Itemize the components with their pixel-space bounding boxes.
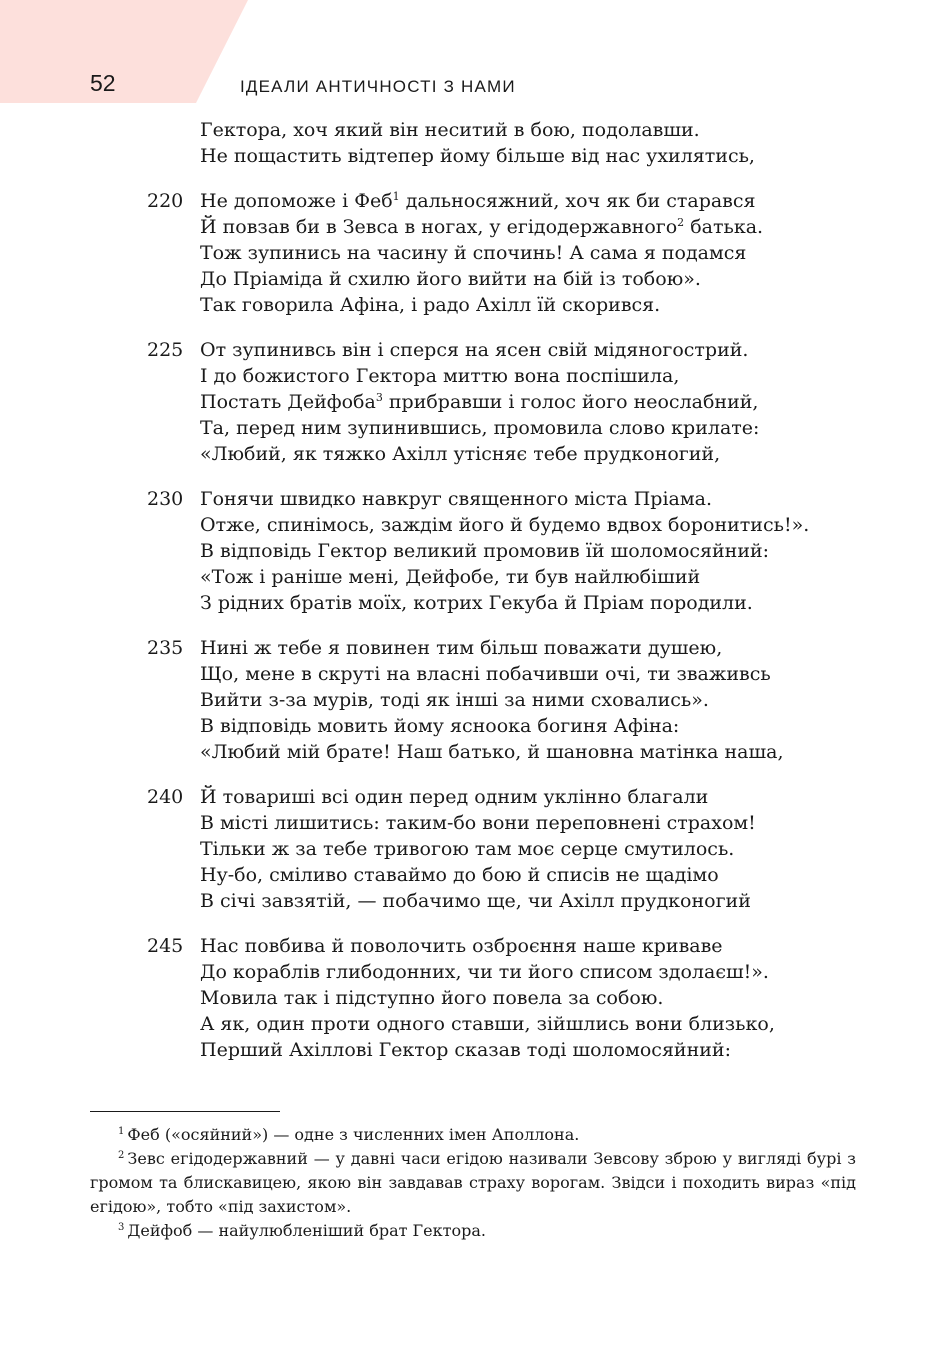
verse-line	[0, 687, 941, 713]
verse-text: Що, мене в скруті на власні побачивши очі, ти зваживсь	[200, 663, 771, 685]
verse-text: От зупинивсь він і сперся на ясен свій мідяногострий.	[200, 339, 749, 361]
stanza	[0, 933, 941, 1063]
footnote-mark: 3	[118, 1222, 125, 1233]
footnote-ref: 1	[392, 190, 400, 203]
verse-text: В місті лишитись: таким-бо вони переповнені страхом!	[200, 812, 756, 834]
verse-line	[0, 564, 941, 590]
verse-text: Отже, спинімось, заждім його й будемо вдвох боронитись!».	[200, 514, 810, 536]
footnote	[90, 1123, 856, 1147]
verse-text: «Любий мій брате! Наш батько, й шановна матінка наша,	[200, 741, 784, 763]
verse-text: В відповідь мовить йому ясноока богиня Афіна:	[200, 715, 680, 737]
footnote-text: Феб («осяйний») — одне з численних імен Аполлона.	[127, 1125, 580, 1144]
verse-line	[0, 836, 941, 862]
verse-line	[0, 292, 941, 318]
page-number: 52	[90, 70, 116, 96]
verse-line	[0, 888, 941, 914]
verse-line	[0, 240, 941, 266]
verse-text: До кораблів глибодонних, чи ти його списом здолаєш!».	[200, 961, 769, 983]
verse-line	[0, 784, 941, 810]
verse-text: «Любий, як тяжко Ахілл утісняє тебе прудконогий,	[200, 443, 721, 465]
verse-line	[0, 389, 941, 415]
verse-line	[0, 713, 941, 739]
verse-line	[0, 512, 941, 538]
verse-line	[0, 486, 941, 512]
verse-text: Мовила так і підступно його повела за собою.	[200, 987, 664, 1009]
verse-text: Не пощастить відтепер йому більше від нас ухилятись,	[200, 145, 755, 167]
footnote-text: Дейфоб — найулюбленіший брат Гектора.	[127, 1221, 486, 1240]
verse-line	[0, 214, 941, 240]
stanza	[0, 784, 941, 914]
line-number: 230	[147, 488, 184, 510]
poem-body	[0, 117, 941, 1082]
verse-line	[0, 959, 941, 985]
verse-line	[0, 117, 941, 143]
verse-line	[0, 810, 941, 836]
verse-text: В відповідь Гектор великий промовив їй шоломосяйний:	[200, 540, 770, 562]
verse-line	[0, 1011, 941, 1037]
verse-text: До Пріаміда й схилю його вийти на бій із тобою».	[200, 268, 701, 290]
verse-line	[0, 985, 941, 1011]
verse-text: А як, один проти одного ставши, зійшлись вони близько,	[200, 1013, 775, 1035]
footnote-mark: 2	[118, 1150, 125, 1161]
verse-text: Гонячи швидко навкруг священного міста Пріама.	[200, 488, 712, 510]
line-number: 245	[147, 935, 184, 957]
verse-line	[0, 266, 941, 292]
footnote-separator	[90, 1111, 280, 1112]
verse-text: Нас повбива й поволочить озброєння наше криваве	[200, 935, 723, 957]
verse-text: Нині ж тебе я повинен тим більш поважати душею,	[200, 637, 723, 659]
footnote-text: Зевс егідодержавний — у давні часи егідою називали Зевсову зброю у вигляді бурі з громом та блискавицею, якою він завдавав страху ворогам. Звідси і походить вираз «під егідою», тобто «під захистом».	[90, 1149, 856, 1216]
stanza	[0, 188, 941, 318]
verse-text: Не допоможе і Феб$^1$ дальносяжний, хоч як би старався	[200, 190, 756, 212]
header-accent-shape	[0, 0, 248, 103]
verse-text: Так говорила Афіна, і радо Ахілл їй скорився.	[200, 294, 661, 316]
verse-text: І до божистого Гектора миттю вона поспішила,	[200, 365, 680, 387]
verse-text: «Тож і раніше мені, Дейфобе, ти був найлюбіший	[200, 566, 701, 588]
verse-line	[0, 415, 941, 441]
footnote-ref: 3	[375, 391, 383, 404]
verse-text: Тож зупинись на часину й спочинь! А сама я подамся	[200, 242, 747, 264]
verse-line	[0, 661, 941, 687]
verse-line	[0, 635, 941, 661]
stanza	[0, 337, 941, 467]
verse-line	[0, 441, 941, 467]
line-number: 220	[147, 190, 184, 212]
verse-text: Й повзав би в Зевса в ногах, у егідодержавного$^2$ батька.	[200, 216, 764, 238]
verse-text: Й товариші всі один перед одним уклінно благали	[200, 786, 709, 808]
verse-text: В січі завзятій, — побачимо ще, чи Ахілл прудконогий	[200, 890, 751, 912]
verse-text: З рідних братів моїх, котрих Гекуба й Пріам породили.	[200, 592, 753, 614]
footnote-mark: 1	[118, 1126, 125, 1137]
verse-text: Гектора, хоч який він неситий в бою, подолавши.	[200, 119, 700, 141]
verse-line	[0, 933, 941, 959]
verse-line	[0, 143, 941, 169]
stanza	[0, 117, 941, 169]
line-number: 240	[147, 786, 184, 808]
footnote-ref: 2	[677, 216, 685, 229]
verse-line	[0, 188, 941, 214]
footnotes	[90, 1123, 856, 1243]
verse-text: Постать Дейфоба$^3$ прибравши і голос його неослабний,	[200, 391, 759, 413]
stanza	[0, 486, 941, 616]
verse-line	[0, 862, 941, 888]
verse-text: Вийти з-за мурів, тоді як інші за ними сховались».	[200, 689, 709, 711]
line-number: 235	[147, 637, 184, 659]
verse-text: Та, перед ним зупинившись, промовила слово крилате:	[200, 417, 760, 439]
verse-line	[0, 590, 941, 616]
verse-line	[0, 538, 941, 564]
verse-line	[0, 337, 941, 363]
verse-text: Ну-бо, сміливо ставаймо до бою й списів не щадімо	[200, 864, 719, 886]
footnote	[90, 1147, 856, 1219]
verse-text: Перший Ахіллові Гектор сказав тоді шоломосяйний:	[200, 1039, 731, 1061]
footnote	[90, 1219, 856, 1243]
verse-text: Тільки ж за тебе тривогою там моє серце смутилось.	[200, 838, 735, 860]
stanza	[0, 635, 941, 765]
running-head: ІДЕАЛИ АНТИЧНОСТІ З НАМИ	[240, 77, 516, 96]
verse-line	[0, 739, 941, 765]
verse-line	[0, 363, 941, 389]
line-number: 225	[147, 339, 184, 361]
verse-line	[0, 1037, 941, 1063]
